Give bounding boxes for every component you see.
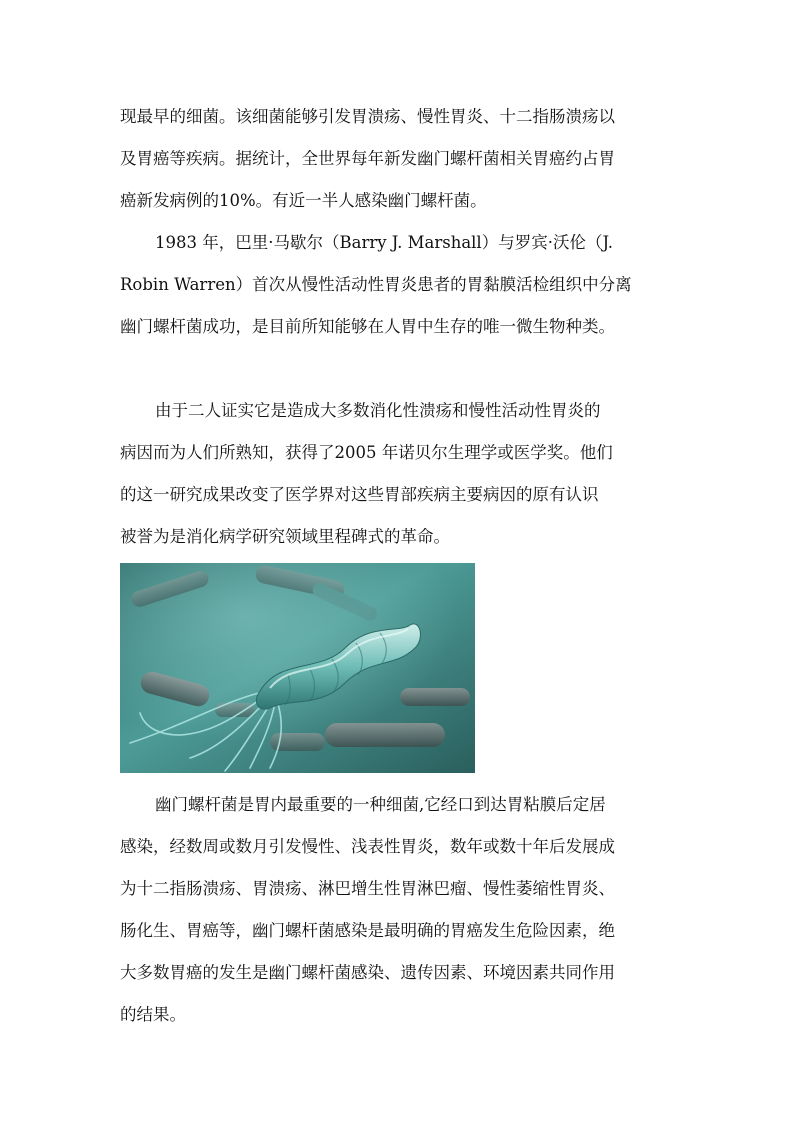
paragraph-3-line-2: 病因而为人们所熟知，获得了2005 年诺贝尔生理学或医学奖。他们: [120, 443, 613, 462]
bacterium-figure: [120, 563, 475, 773]
paragraph-1-line-3: 癌新发病例的10%。有近一半人感染幽门螺杆菌。: [120, 191, 487, 210]
paragraph-4-line-5: 大多数胃癌的发生是幽门螺杆菌感染、遗传因素、环境因素共同作用: [120, 963, 615, 982]
paragraph-2-line-1: 1983 年，巴里·马歇尔（Barry J. Marshall）与罗宾·沃伦（J.: [155, 233, 614, 252]
paragraph-3-line-4: 被誉为是消化病学研究领域里程碑式的革命。: [120, 527, 450, 546]
paragraph-4-line-3: 为十二指肠溃疡、胃溃疡、淋巴增生性胃淋巴瘤、慢性萎缩性胃炎、: [120, 879, 615, 898]
paragraph-4-line-2: 感染，经数周或数月引发慢性、浅表性胃炎，数年或数十年后发展成: [120, 837, 615, 856]
paragraph-4-line-1: 幽门螺杆菌是胃内最重要的一种细菌,它经口到达胃粘膜后定居: [155, 795, 606, 814]
paragraph-1-line-2: 及胃癌等疾病。据统计，全世界每年新发幽门螺杆菌相关胃癌约占胃: [120, 149, 615, 168]
paragraph-3-line-1: 由于二人证实它是造成大多数消化性溃疡和慢性活动性胃炎的: [155, 401, 601, 420]
paragraph-3-line-3: 的这一研究成果改变了医学界对这些胃部疾病主要病因的原有认识: [120, 485, 599, 504]
paragraph-2-line-3: 幽门螺杆菌成功，是目前所知能够在人胃中生存的唯一微生物种类。: [120, 317, 615, 336]
paragraph-4-line-4: 肠化生、胃癌等，幽门螺杆菌感染是最明确的胃癌发生危险因素，绝: [120, 921, 615, 940]
paragraph-1-line-1: 现最早的细菌。该细菌能够引发胃溃疡、慢性胃炎、十二指肠溃疡以: [120, 107, 615, 126]
paragraph-4-line-6: 的结果。: [120, 1005, 186, 1024]
paragraph-2-line-2: Robin Warren）首次从慢性活动性胃炎患者的胃黏膜活检组织中分离: [120, 275, 632, 294]
helicobacter-pylori-icon: [120, 563, 475, 773]
